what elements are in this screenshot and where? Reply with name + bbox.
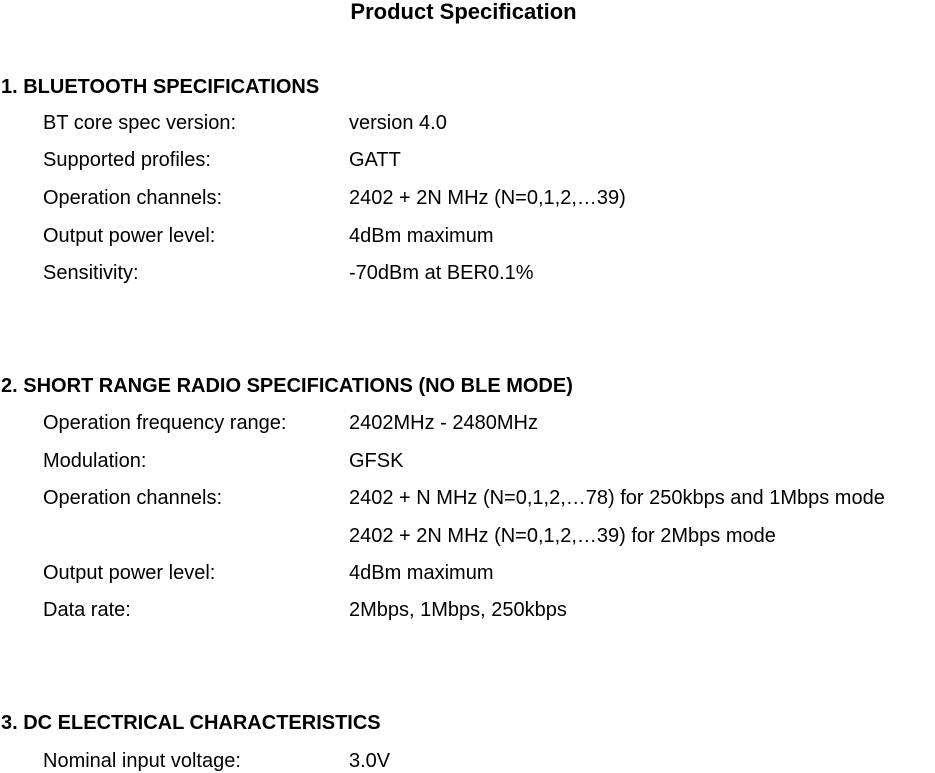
- spec-value: 4dBm maximum: [349, 225, 494, 247]
- spec-value: 2Mbps, 1Mbps, 250kbps: [349, 599, 567, 621]
- spec-label: Operation frequency range:: [43, 412, 287, 434]
- spec-row: [0, 111, 935, 135]
- spec-row: [0, 561, 935, 585]
- section-heading-bluetooth: 1. BLUETOOTH SPECIFICATIONS: [1, 76, 320, 98]
- spec-value: version 4.0: [349, 112, 447, 134]
- spec-label: Output power level:: [43, 225, 216, 247]
- spec-value: GATT: [349, 149, 401, 171]
- spec-value: 3.0V: [349, 750, 391, 772]
- spec-row: [0, 148, 935, 172]
- spec-value: GFSK: [349, 450, 404, 472]
- spec-label: Output power level:: [43, 562, 216, 584]
- spec-value: 2402 + 2N MHz (N=0,1,2,…39): [349, 187, 626, 209]
- spec-label: Nominal input voltage:: [43, 750, 241, 772]
- section-heading-short-range-radio: 2. SHORT RANGE RADIO SPECIFICATIONS (NO BLE MODE): [1, 375, 573, 397]
- spec-row: [0, 524, 935, 548]
- spec-value: 2402MHz - 2480MHz: [349, 412, 538, 434]
- spec-value: 2402 + 2N MHz (N=0,1,2,…39) for 2Mbps mode: [349, 525, 776, 547]
- spec-label: Modulation:: [43, 450, 147, 472]
- spec-row: [0, 186, 935, 210]
- spec-value: 4dBm maximum: [349, 562, 494, 584]
- spec-row: [0, 449, 935, 473]
- spec-value: -70dBm at BER0.1%: [349, 262, 534, 284]
- spec-label: Operation channels:: [43, 187, 223, 209]
- spec-row: [0, 486, 935, 510]
- spec-row: [0, 749, 935, 773]
- page-title: Product Specification: [350, 0, 577, 24]
- spec-label: Sensitivity:: [43, 262, 139, 284]
- spec-value: 2402 + N MHz (N=0,1,2,…78) for 250kbps and 1Mbps mode: [349, 487, 885, 509]
- spec-row: [0, 261, 935, 285]
- spec-row: [0, 598, 935, 622]
- spec-label: Data rate:: [43, 599, 131, 621]
- spec-label: Operation channels:: [43, 487, 223, 509]
- spec-label: Supported profiles:: [43, 149, 211, 171]
- section-heading-dc-electrical: 3. DC ELECTRICAL CHARACTERISTICS: [1, 712, 381, 734]
- spec-row: [0, 224, 935, 248]
- spec-label: BT core spec version:: [43, 112, 237, 134]
- spec-row: [0, 411, 935, 435]
